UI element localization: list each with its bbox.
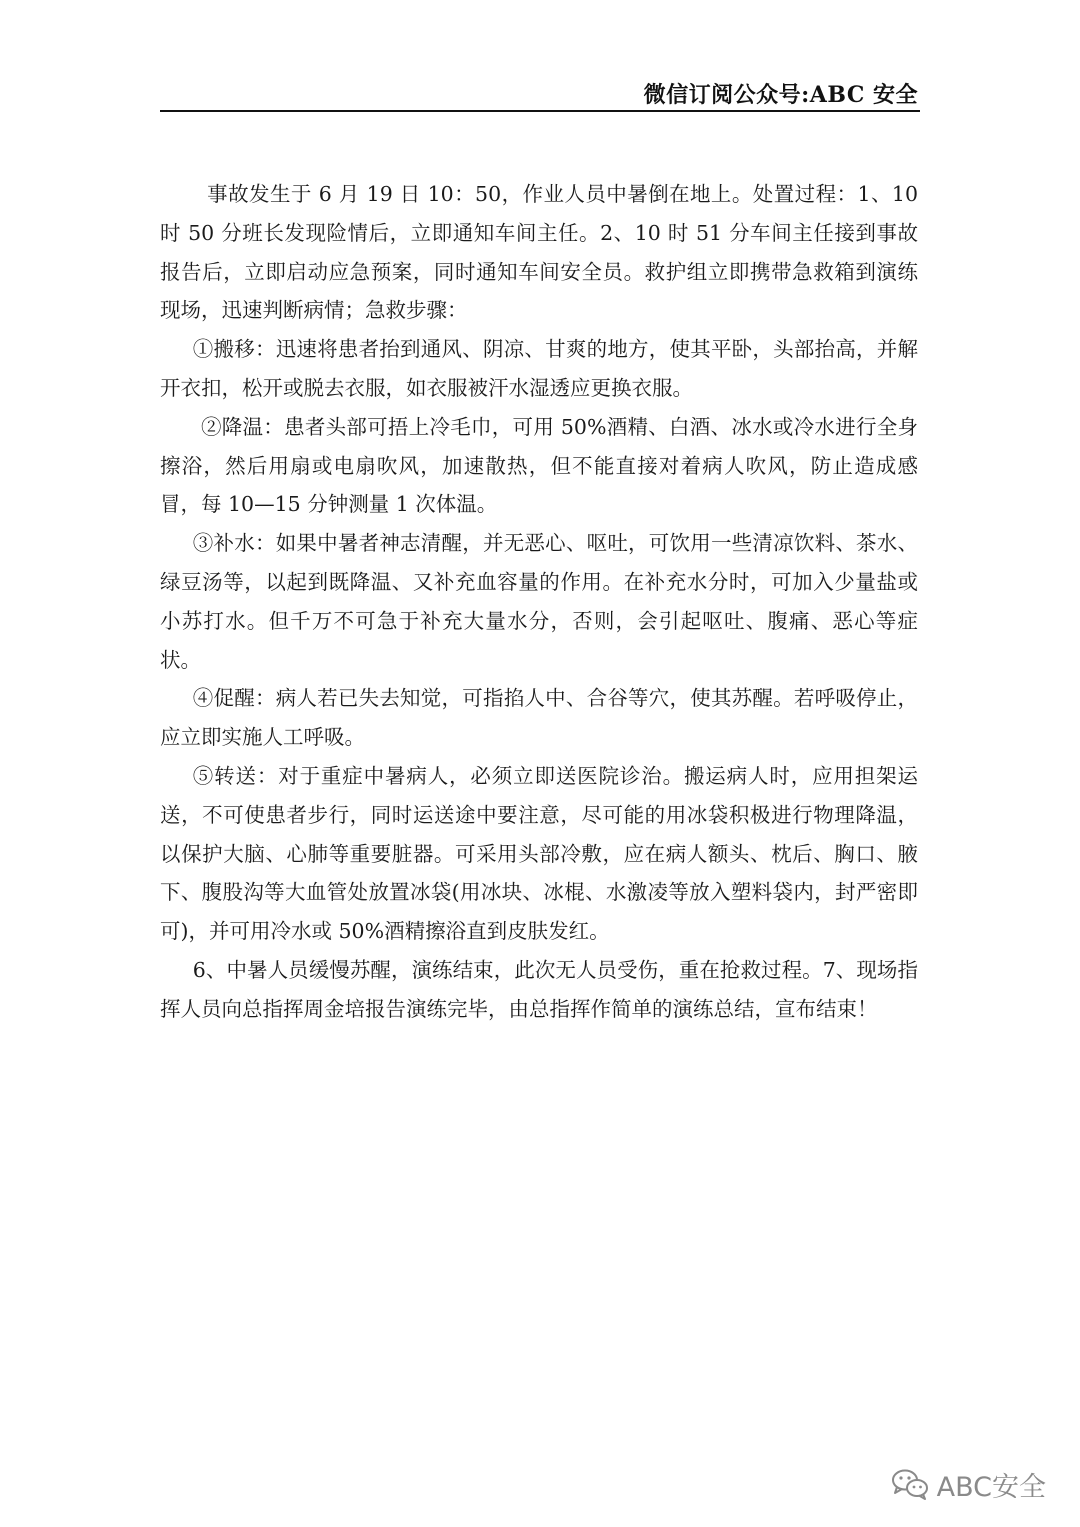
wechat-icon [891, 1468, 929, 1500]
paragraph-step-revive: ④促醒：病人若已失去知觉，可指掐人中、合谷等穴，使其苏醒。若呼吸停止，应立即实施人工呼吸。 [160, 686, 918, 750]
watermark [891, 1467, 1046, 1501]
watermark-text: ABC安全 [936, 1471, 1046, 1503]
paragraph-conclusion: 6、中暑人员缓慢苏醒，演练结束，此次无人员受伤，重在抢救过程。7、现场指挥人员向总指挥周金培报告演练完毕，由总指挥作简单的演练总结，宣布结束！ [160, 957, 918, 1021]
paragraph-incident: 事故发生于 6 月 19 日 10：50，作业人员中暑倒在地上。处置过程：1、10 时 50 分班长发现险情后，立即通知车间主任。2、10 时 51 分车间主任接到事故报告后，立即启动应急预案，同时通知车间安全员。救护组立即携带急救箱到演练现场，迅速判断病情；急救步骤： [160, 182, 918, 323]
document-body [160, 175, 918, 1029]
paragraph-step-cool: ②降温：患者头部可捂上冷毛巾，可用 50%酒精、白酒、冰水或冷水进行全身擦浴，然后用扇或电扇吹风，加速散热，但不能直接对着病人吹风，防止造成感冒，每 10—15 分钟测量 1 次体温。 [160, 414, 918, 517]
paragraph-step-transfer: ⑤转送：对于重症中暑病人，必须立即送医院诊治。搬运病人时，应用担架运送，不可使患者步行，同时运送途中要注意，尽可能的用冰袋积极进行物理降温，以保护大脑、心肺等重要脏器。可采用头部冷敷，应在病人额头、枕后、胸口、腋下、腹股沟等大血管处放置冰袋(用冰块、冰棍、水激凌等放入塑料袋内，封严密即可)，并可用冷水或 50%酒精擦浴直到皮肤发红。 [160, 763, 918, 944]
paragraph-step-hydrate: ③补水：如果中暑者神志清醒，并无恶心、呕吐，可饮用一些清凉饮料、茶水、绿豆汤等，以起到既降温、又补充血容量的作用。在补充水分时，可加入少量盐或小苏打水。但千万不可急于补充大量水分，否则，会引起呕吐、腹痛、恶心等症状。 [160, 531, 918, 672]
paragraph-step-move: ①搬移：迅速将患者抬到通风、阴凉、甘爽的地方，使其平卧，头部抬高，并解开衣扣，松开或脱去衣服，如衣服被汗水湿透应更换衣服。 [160, 337, 918, 400]
header-title: 微信订阅公众号:ABC 安全 [643, 82, 918, 108]
page-header [160, 74, 920, 112]
